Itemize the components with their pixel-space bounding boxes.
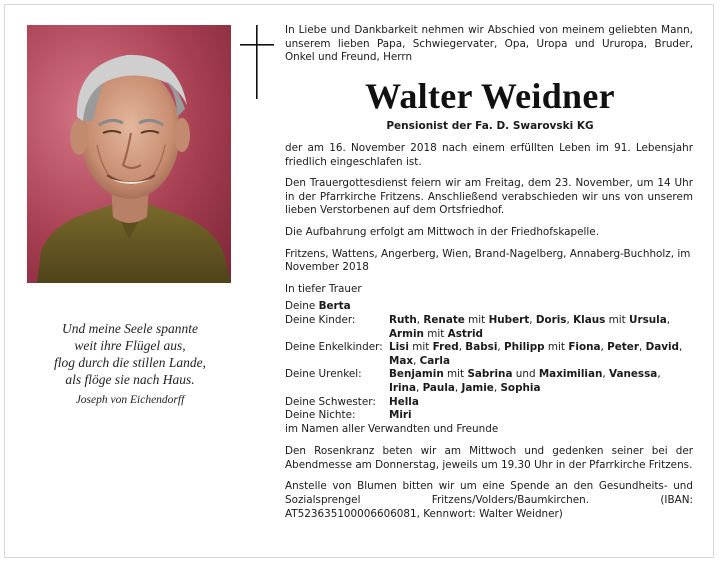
family-label: Deine Nichte: (285, 409, 356, 422)
obituary-body (285, 142, 693, 529)
family-connector: mit (423, 327, 448, 340)
family-row-children (285, 314, 693, 341)
family-connector: , (657, 368, 661, 381)
poem-line: weit ihre Flügel aus, (74, 338, 186, 353)
family-member-name: Renate (423, 313, 465, 326)
family-connector: mit (443, 368, 468, 381)
family-connector: , (493, 381, 501, 394)
family-names (389, 314, 693, 341)
family-member-name: Hubert (488, 313, 530, 326)
family-member-name: Lisi (389, 341, 409, 354)
family-connector: , (415, 381, 423, 394)
family-member-name: Vanessa (609, 368, 658, 381)
family-label: Deine (285, 300, 316, 313)
family-connector: , (454, 381, 462, 394)
family-member-name: Astrid (447, 327, 483, 340)
family-connector: , (458, 341, 466, 354)
family-member-name: Benjamin (389, 368, 444, 381)
family-member-name: Max (389, 354, 414, 367)
family-member-name: Philipp (504, 341, 545, 354)
poem-line: flog durch die stillen Lande, (53, 355, 207, 370)
mourning-intro: In tiefer Trauer (285, 282, 362, 295)
poem (28, 320, 232, 409)
family-row-wife (285, 300, 693, 314)
family-connector: , (416, 313, 424, 326)
family-names (389, 368, 693, 395)
family-member-name: Ruth (389, 313, 417, 326)
poem-line: Und meine Seele spannte (61, 321, 199, 336)
family-connector: , (529, 313, 536, 326)
family-row-grandchildren (285, 341, 693, 368)
family-member-name: Armin (389, 327, 424, 340)
family-connector: mit (544, 341, 569, 354)
deceased-title: Pensionist der Fa. D. Swarovski KG (386, 120, 594, 132)
family-connector: mit (464, 313, 489, 326)
family-member-name: Maximilian (538, 368, 603, 381)
family-member-name: Fiona (568, 341, 601, 354)
family-member-name: Paula (422, 381, 455, 394)
family-name: Miri (389, 409, 412, 422)
place-date-paragraph: Fritzens, Wattens, Angerberg, Wien, Brand-Nagelberg, Annaberg-Buchholz, im November 2018 (285, 247, 691, 274)
family-list (285, 300, 693, 422)
family-member-name: Sophia (500, 381, 541, 394)
family-connector: , (638, 341, 646, 354)
family-member-name: Klaus (573, 313, 606, 326)
family-connector: , (600, 341, 608, 354)
family-member-name: Fred (432, 341, 459, 354)
family-name: Berta (318, 300, 351, 313)
poem-author: Joseph von Eichendorff (75, 394, 185, 406)
family-row-great-grandchildren (285, 368, 693, 395)
family-connector: mit (408, 341, 433, 354)
family-label: Deine Schwester: (285, 395, 376, 408)
family-connector: , (497, 341, 505, 354)
family-member-name: Carla (419, 354, 451, 367)
family-member-name: Ursula (629, 313, 667, 326)
family-connector: , (413, 354, 420, 367)
family-connector: , (602, 368, 609, 381)
family-member-name: Peter (607, 341, 639, 354)
family-label: Deine Urenkel: (285, 368, 362, 381)
family-member-name: Sabrina (467, 368, 513, 381)
family-member-name: Irina (389, 381, 416, 394)
family-connector: , (566, 313, 574, 326)
poem-line: als flöge sie nach Haus. (65, 372, 195, 387)
family-row-niece (285, 409, 693, 423)
family-member-name: Babsi (465, 341, 498, 354)
cross-icon (240, 25, 274, 99)
all-relatives-line: im Namen aller Verwandten und Freunde (285, 422, 499, 435)
portrait-illustration (27, 25, 231, 283)
family-member-name: Doris (535, 313, 567, 326)
donation-paragraph: Anstelle von Blumen bitten wir um eine Spende an den Gesundheits- und Sozialsprengel Fritzens/Volders/Baumkirchen. (IBAN: AT523635100006606081, Kennwort: Walter Weidner) (285, 480, 693, 520)
family-connector: , (678, 341, 683, 354)
deceased-name: Walter Weidner (365, 76, 615, 116)
family-connector: mit (605, 313, 630, 326)
family-label: Deine Kinder: (285, 313, 356, 326)
family-connector: und (512, 368, 539, 381)
family-row-sister (285, 396, 693, 410)
rosary-paragraph: Den Rosenkranz beten wir am Mittwoch und gedenken seiner bei der Abendmesse am Donnerstag, jeweils um 19.30 Uhr in der Pfarrkirche Fritzens. (285, 445, 693, 471)
intro-text: In Liebe und Dankbarkeit nehmen wir Abschied von meinem geliebten Mann, unserem lieben Papa, Schwiegervater, Opa, Uropa und Ururopa, Bruder, Onkel und Freund, Herrn (285, 24, 693, 64)
viewing-paragraph: Die Aufbahrung erfolgt am Mittwoch in der Friedhofskapelle. (285, 225, 599, 238)
family-member-name: David (645, 341, 679, 354)
death-paragraph: der am 16. November 2018 nach einem erfüllten Leben im 91. Lebensjahr friedlich eingeschlafen ist. (285, 142, 693, 168)
portrait-photo (27, 25, 231, 283)
family-connector: , (666, 313, 671, 326)
family-names (389, 341, 693, 368)
service-paragraph: Den Trauergottesdienst feiern wir am Freitag, dem 23. November, um 14 Uhr in der Pfarrkirche Fritzens. Anschließend verabschieden wir uns von unserem lieben Verstorbenen auf dem Ortsfriedhof. (285, 177, 693, 217)
family-name: Hella (389, 395, 419, 408)
family-label: Deine Enkelkinder: (285, 341, 383, 354)
family-member-name: Jamie (461, 381, 494, 394)
